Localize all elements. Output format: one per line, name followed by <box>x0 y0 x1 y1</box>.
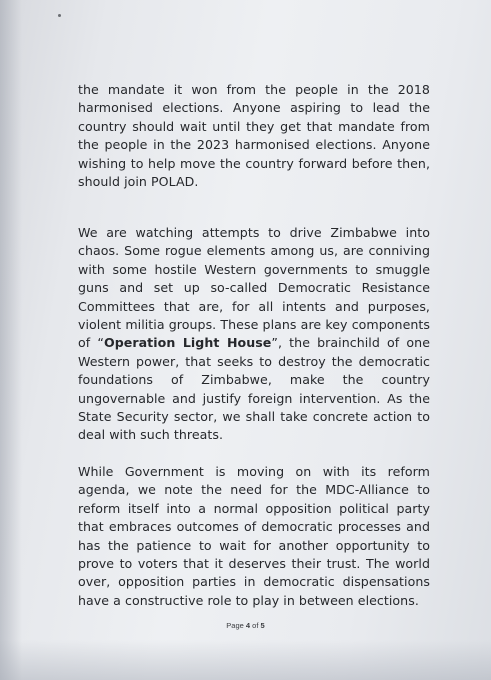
of-word: of <box>252 621 259 630</box>
operation-light-house-emphasis: Operation Light House <box>103 335 272 351</box>
paper-speck <box>58 14 61 17</box>
page-number-footer <box>0 621 491 630</box>
total-pages-number: 5 <box>260 621 265 630</box>
page-word: Page <box>226 621 244 630</box>
paragraph-2-text-before: We are watching attempts to drive Zimbabwe into chaos. Some rogue elements among us, are conniving with some hostile Western governments to smuggle guns and set up so-called Democratic Resistance Committees that are, for all intents and purposes, violent militia groups. These plans are key components of “ <box>78 225 430 351</box>
paragraph-3: While Government is moving on with its reform agenda, we note the need for the MDC-Alliance to reform itself into a normal opposition political party that embraces outcomes of democratic processes and has the patience to wait for another opportunity to prove to voters that it deserves their trust. The world over, opposition parties in democratic dispensations have a constructive role to play in between elections. <box>78 464 430 608</box>
page-shadow-left <box>0 0 22 680</box>
paragraph-2-text-after: ”, the brainchild of one Western power, that seeks to destroy the democratic foundations of Zimbabwe, make the country ungovernable and justify foreign intervention. As the State Security sector, we shall take concrete action to deal with such threats. <box>78 335 430 443</box>
paragraph-1: the mandate it won from the people in the 2018 harmonised elections. Anyone aspiring to lead the country should wait until they get that mandate from the people in the 2023 harmonised elections. Anyone wishing to help move the country forward before then, should join POLAD. <box>78 82 430 190</box>
paragraph-2 <box>78 224 430 445</box>
page-shadow-bottom <box>0 640 491 680</box>
current-page-number: 4 <box>245 621 251 630</box>
